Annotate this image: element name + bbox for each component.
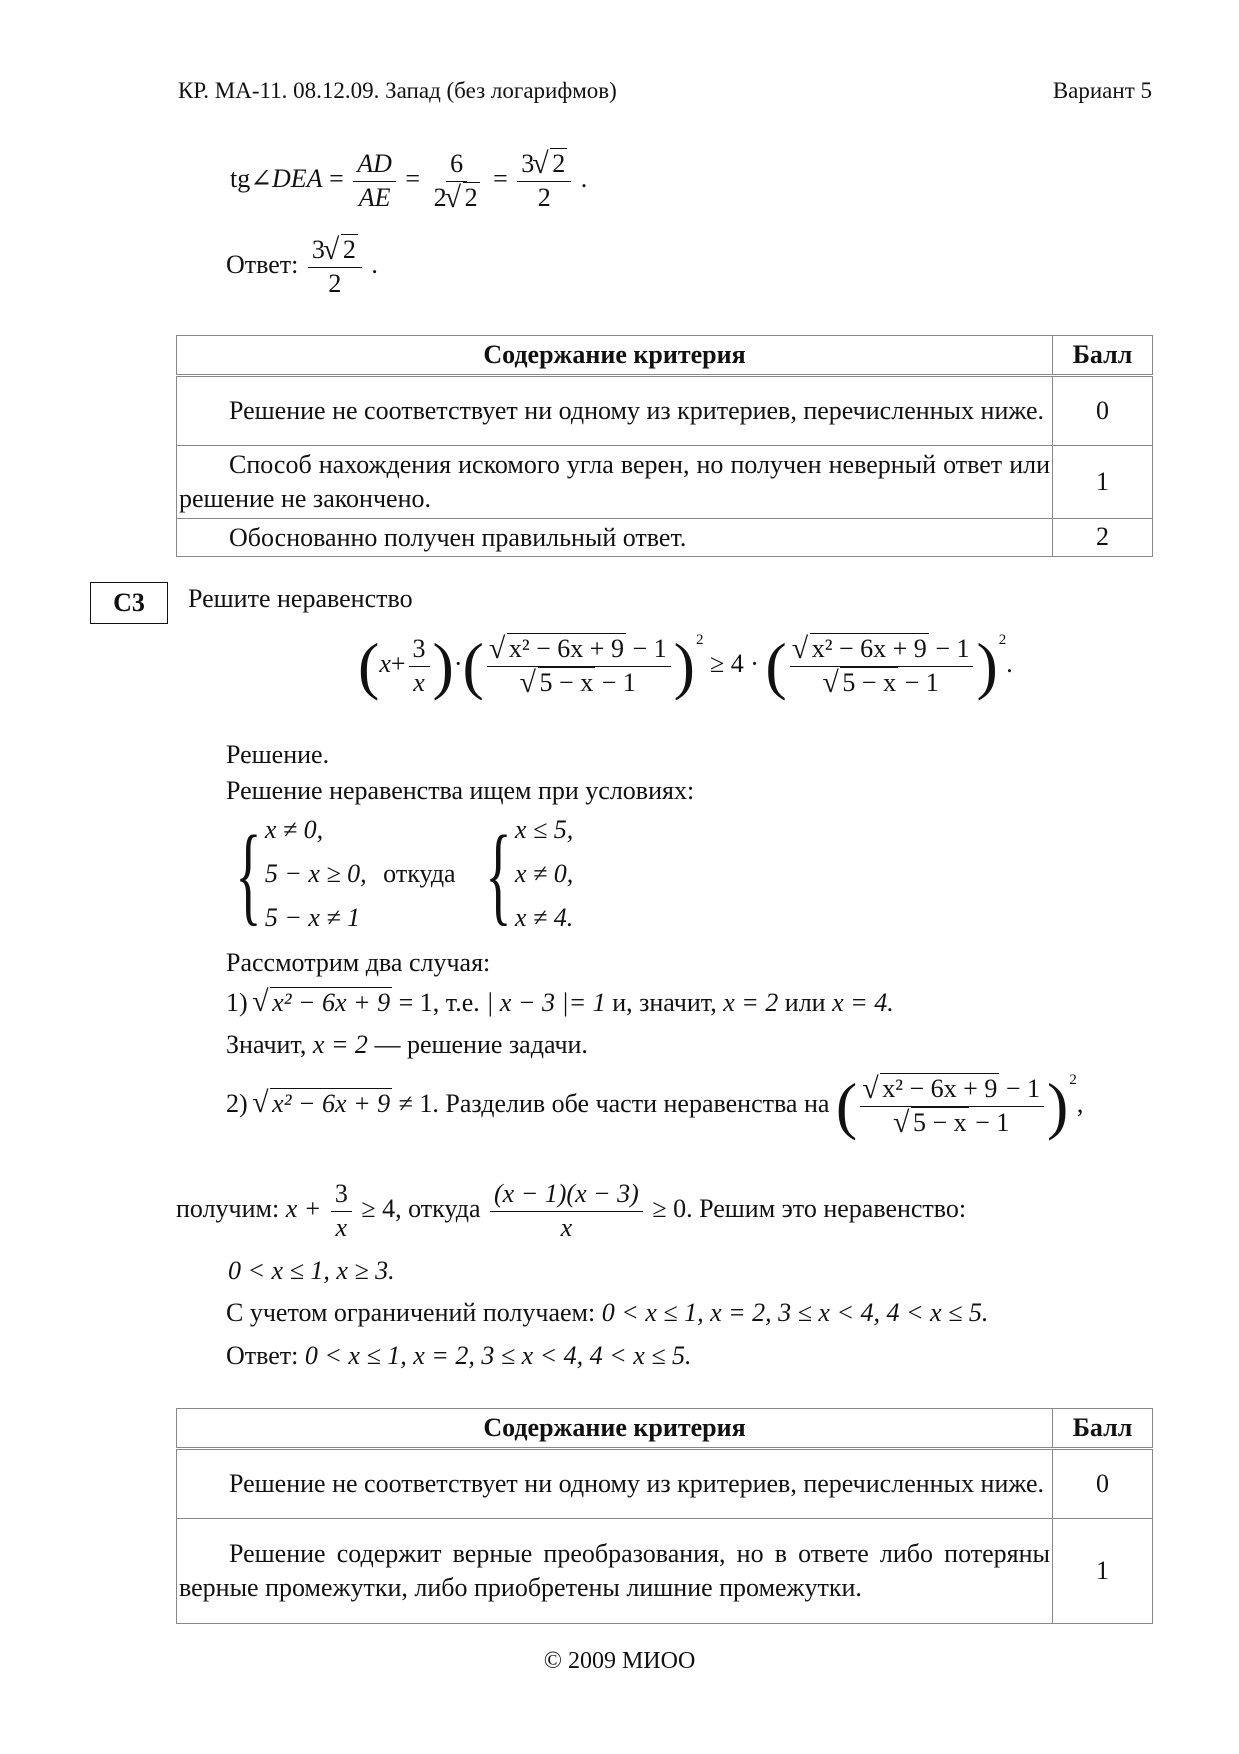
concl-pre: Значит,: [226, 1030, 307, 1059]
case-1-conclusion: [226, 1030, 588, 1060]
with-restrictions: [226, 1298, 988, 1328]
fraction-6-2sqrt2: [430, 148, 484, 214]
copyright-footer: © 2009 МИОО: [543, 1648, 696, 1674]
get-ge4: ≥ 4,: [361, 1193, 402, 1223]
case1-rest: и, значит,: [612, 988, 717, 1017]
header-variant: Вариант 5: [1052, 78, 1152, 103]
final-answer: [226, 1341, 692, 1371]
header-title: КР. МА-11. 08.12.09. Запад (без логарифмов): [178, 78, 617, 103]
ineq-ge: ≥ 4 ·: [709, 649, 759, 678]
criteria-table-2: [176, 1408, 1153, 1624]
get-frac-num: 3: [331, 1178, 352, 1212]
get-frac2-num: (x − 1)(x − 3): [494, 1179, 639, 1208]
system-2: { x ≤ 5, x ≠ 0, x ≠ 4.: [472, 808, 573, 941]
minus-one: − 1: [632, 634, 667, 664]
case2-ne: ≠ 1. Разделив обе части неравенства на: [398, 1089, 830, 1118]
minus-one: − 1: [601, 667, 636, 697]
concl-post: — решение задачи.: [374, 1030, 588, 1059]
frac1-den: AE: [358, 182, 391, 212]
case1-x2: x = 2: [723, 988, 779, 1017]
case2-rad: x² − 6x + 9: [272, 1089, 391, 1118]
prev-answer: [226, 234, 378, 300]
table-row: [177, 518, 1153, 557]
criterion-text: Способ нахождения искомого угла верен, но получен неверный ответ или решение не закончено.: [177, 446, 1053, 519]
ineq-three: 3: [409, 633, 430, 667]
criterion-score: 1: [1053, 446, 1153, 519]
whence-word: откуда: [383, 859, 456, 889]
ineq-x: x: [379, 649, 391, 678]
rad-top: x² − 6x + 9: [811, 634, 927, 664]
criterion-score: 2: [1053, 518, 1153, 557]
eq-sign: =: [493, 163, 508, 193]
task-label: С3: [90, 582, 168, 624]
system-1: { x ≠ 0, 5 − x ≥ 0, 5 − x ≠ 1: [222, 808, 367, 941]
concl-x: x = 2: [312, 1030, 368, 1059]
power-2: 2: [1069, 1072, 1077, 1088]
header-content: Содержание критерия: [177, 1409, 1053, 1449]
table-row: [177, 1449, 1153, 1519]
sys1-line: x ≠ 0,: [264, 815, 324, 844]
case-1: [226, 988, 894, 1018]
ineq-plus: +: [390, 649, 406, 678]
ineq-big-frac-1: [487, 633, 671, 699]
task-statement: Решите неравенство: [188, 584, 413, 613]
conditions-intro: Решение неравенства ищем при условиях:: [226, 776, 695, 805]
restr-label: С учетом ограничений получаем:: [226, 1298, 596, 1327]
restr-value: 0 < x ≤ 1, x = 2, 3 ≤ x < 4, 4 < x ≤ 5.: [601, 1298, 989, 1327]
frac3-num-coef: 3: [521, 149, 535, 178]
get-frac: [331, 1178, 352, 1244]
eq-sign: =: [329, 163, 344, 193]
criterion-text: Решение не соответствует ни одному из критериев, перечисленных ниже.: [177, 376, 1053, 446]
ineq-x-den: x: [413, 667, 425, 697]
sys2-line: x ≤ 5,: [514, 815, 574, 844]
answer-num-rad: 2: [342, 235, 356, 264]
criterion-text: Обоснованно получен правильный ответ.: [177, 518, 1053, 557]
answer-label: Ответ:: [226, 249, 299, 279]
criterion-score: 0: [1053, 1449, 1153, 1519]
get-line: [176, 1178, 966, 1244]
frac2-num: 6: [446, 148, 467, 182]
fraction-3sqrt2-2: [517, 148, 571, 214]
table-header-row: [177, 1409, 1153, 1449]
header-content: Содержание критерия: [177, 336, 1053, 376]
tangent-formula: [230, 148, 587, 214]
solution-title: Решение.: [226, 740, 330, 769]
rad-bot: 5 − x: [912, 1107, 967, 1137]
power-2: 2: [695, 632, 704, 648]
answer-num-coef: 3: [311, 235, 325, 264]
case-2: 2) √ x² − 6x + 9 ≠ 1. Разделив обе части неравенства на ( √ x² − 6x + 9 − 1 √ 5 − x − 1 )$^2$,: [226, 1072, 1083, 1139]
answer-den: 2: [328, 268, 342, 298]
get-frac-2: [490, 1178, 643, 1244]
case2-frac: [860, 1073, 1044, 1139]
table-header-row: [177, 336, 1153, 376]
get-label: получим:: [176, 1193, 280, 1223]
interval: [228, 1256, 395, 1286]
case1-or: или: [784, 988, 826, 1017]
eq-sign: =: [405, 163, 421, 193]
minus-one: − 1: [975, 1107, 1010, 1137]
rad-bot: 5 − x: [842, 667, 897, 697]
table-row: [177, 376, 1153, 446]
minus-one: − 1: [904, 667, 939, 697]
case1-rad: x² − 6x + 9: [272, 988, 391, 1017]
answer-label: Ответ:: [226, 1341, 299, 1370]
page-header: [178, 78, 1152, 104]
sys1-line: 5 − x ≠ 1: [264, 903, 361, 933]
ineq-big-frac-2: [790, 633, 974, 699]
ineq-dot: ·: [453, 649, 463, 678]
get-ge0: ≥ 0. Решим это неравенство:: [652, 1193, 967, 1223]
main-inequality: (x+ $\frac{3}{x}$ )·( √ x² − 6x + 9 − 1 √ 5 − x − 1 )$^2$ ≥ 4 · ( √ x² − 6x + 9 − 1 √ 5 − x − 1 )$^2$.: [358, 632, 1013, 699]
get-x-plus: x +: [285, 1193, 322, 1223]
criterion-text: Решение не соответствует ни одному из критериев, перечисленных ниже.: [177, 1449, 1053, 1519]
rad-bot: 5 − x: [539, 667, 594, 697]
two-cases: Рассмотрим два случая:: [226, 948, 491, 977]
case2-num: 2): [226, 1089, 248, 1118]
frac3-num-rad: 2: [552, 149, 566, 178]
power-2: 2: [998, 632, 1007, 648]
period: .: [1006, 649, 1013, 678]
table-row: [177, 446, 1153, 519]
get-frac-den: x: [335, 1212, 348, 1242]
sys1-line: 5 − x ≥ 0,: [264, 859, 367, 889]
criterion-text: Решение содержит верные преобразования, но в ответе либо потеряны верные промежутки, либо приобретены лишние промежутки.: [177, 1519, 1053, 1624]
get-whence: откуда: [408, 1193, 481, 1223]
ineq-frac-3-x: [409, 633, 430, 699]
conditions-systems: [222, 808, 573, 941]
angle-name: DEA: [272, 163, 323, 193]
fraction-ad-ae: [353, 148, 396, 214]
minus-one: − 1: [1005, 1074, 1041, 1104]
answer-fraction: [308, 234, 362, 300]
case1-abs: | x − 3 |= 1: [486, 988, 606, 1017]
comma: ,: [1076, 1089, 1084, 1118]
rad-top: x² − 6x + 9: [882, 1074, 998, 1104]
frac2-den-rad: 2: [464, 182, 478, 212]
get-frac2-den: x: [560, 1212, 573, 1242]
case1-eq: = 1, т.е.: [398, 988, 480, 1017]
header-score: Балл: [1053, 1409, 1153, 1449]
interval-value: 0 < x ≤ 1, x ≥ 3.: [228, 1256, 395, 1285]
sys2-line: x ≠ 0,: [514, 859, 574, 889]
tg-prefix: tg∠: [230, 163, 273, 193]
frac2-den-coef: 2: [433, 182, 447, 212]
answer-value: 0 < x ≤ 1, x = 2, 3 ≤ x < 4, 4 < x ≤ 5.: [304, 1341, 692, 1370]
minus-one: − 1: [935, 634, 970, 664]
frac1-num: AD: [357, 149, 392, 178]
criterion-score: 0: [1053, 376, 1153, 446]
case1-num: 1): [226, 988, 248, 1017]
criterion-score: 1: [1053, 1519, 1153, 1624]
criteria-table-1: [176, 335, 1153, 557]
case1-x4: x = 4.: [832, 988, 894, 1017]
period: .: [580, 163, 588, 193]
header-score: Балл: [1053, 336, 1153, 376]
rad-top: x² − 6x + 9: [508, 634, 624, 664]
table-row: [177, 1519, 1153, 1624]
frac3-den: 2: [537, 182, 551, 212]
period: .: [371, 249, 378, 279]
sys2-line: x ≠ 4.: [514, 903, 574, 933]
